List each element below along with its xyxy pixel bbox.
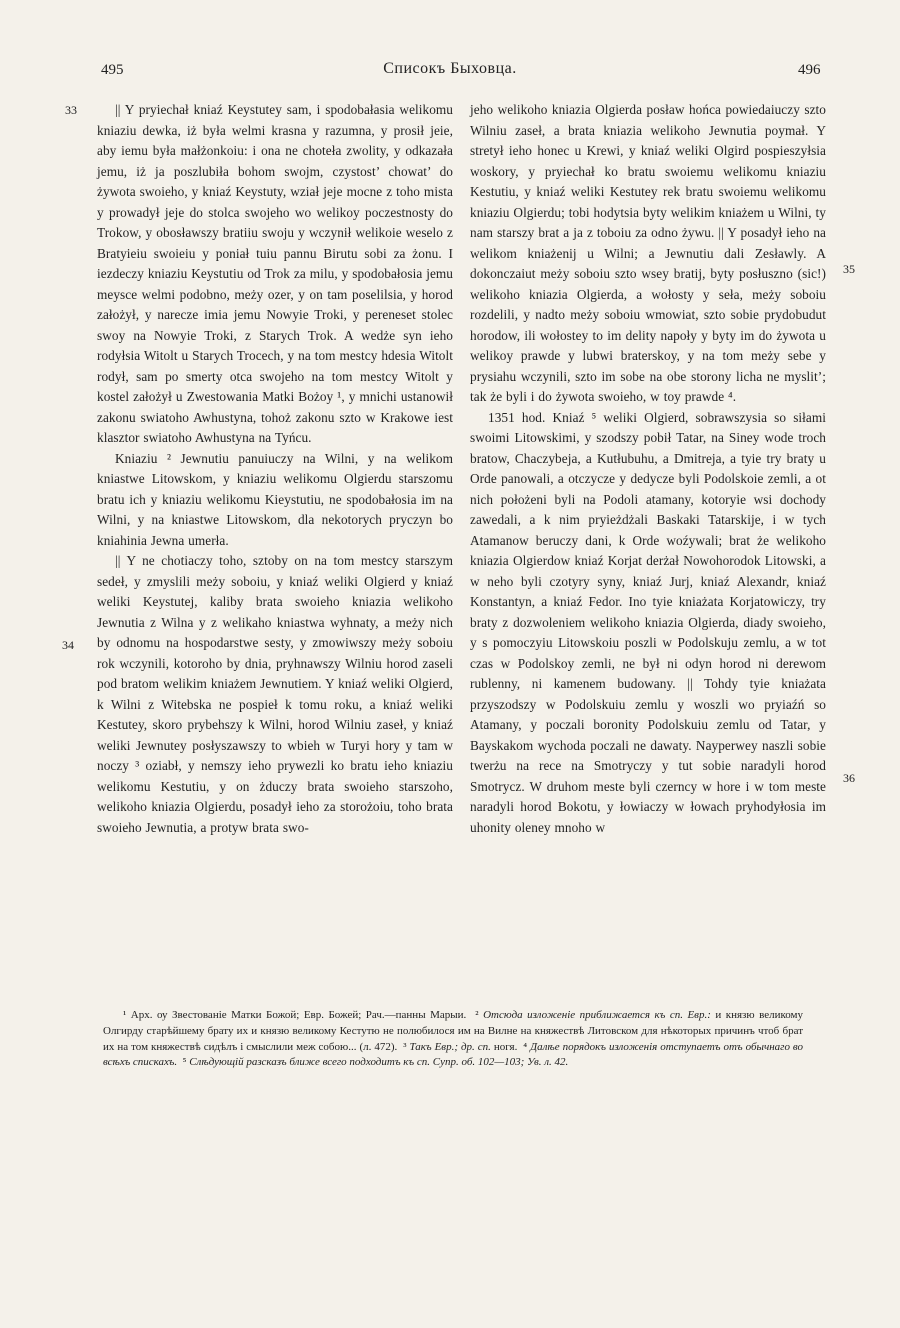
footnote-5-number: ⁵ <box>182 1056 187 1069</box>
paragraph: 1351 hod. Kniaź ⁵ weliki Olgierd, sobrawszysia so siłami swoimi Litowskimi, y szodszy pobił Tatar, na Siney wode troch bratow, Chaczybeja, a Kutłubuhu, a Dmitreja, a tyie try braty u Orde panowali, a otczycze y dedycze byli Podolskoie zemli, a ot nich położeni byli na Podoli atamany, kotoryie wsi dochody zawedali, a k nim pryieżdżali Baskaki Tatarskije, i w tych Atamanow beruczy dani, k Orde woźywali; brat że welikoho kniazia Olgierdow kniaź Korjat derżał Nowohorodok Litowski, a w neho byli czotyry syny, kniaź Jurj, kniaź Alexandr, kniaź Konstantyn, a kniaź Fedor. Ino tyie kniażata Korjatowiczy, try braty z dozwoleniem welikoho kniazia Olgierda, diady swoieho, y s pomoczyiu Litowskoiu poszli w Podolskuju zemlu, a w tot czas w Podolskoy zemli, ne był ni odyn horod ni derewom rublenny, ni kamenem budowany. || Tohdy tyie kniażata przyszodszy w Podolskuiu zemlu y woszli wo pryiaźń so Atamany, y poczali boronity Podolskuiu zemlu od Tatar, y Bayskakom wychoda poczali ne dawaty. Nayperwey naszli sobie twerżu na rece na Smotryczy y tut sobie naradyli horod Smotrycz. W druhom meste byli czerncy w hore i w tom meste naradyli horod Bokotu, y łowiaczy w łowach pryhodyłosia im uhonity oleney mnoho w <box>470 409 826 835</box>
footnote-4-number: ⁴ <box>523 1040 528 1053</box>
footnote-3-text: ногя. <box>493 1040 518 1053</box>
margin-number-34: 34 <box>62 638 74 652</box>
page-number-left: 495 <box>101 62 124 78</box>
footnotes <box>103 1008 803 1071</box>
footnote-2-italic: Отсюда изложеніе приближается къ сп. Евр.: <box>483 1009 711 1021</box>
page-number-right: 496 <box>798 62 821 78</box>
margin-number-36: 36 <box>843 771 855 785</box>
paragraph: || Y pryiechał kniaź Keystutey sam, i spodobałasia welikomu kniaziu dewka, iż była welmi krasna y razumna, y prosił jeie, aby iemu była małżonkoiu: i ona ne choteła zwolity, y odkazała jemu, iż ja poszlubiła bohom swojm, czystost’ chowat’ do żywota swoieho, y kniaź Keystuty, wział jeje mocne z toho mista y prowadył jeje do stolca swojeho wo welikoy poczestnosty do Trokow, y obosławszy bratiiu swoju y wczynił welikoie weselo z Bratyieiu swoieiu y poniał tuiu pannu Birutu sobi za żonu. I iezdeczy kniaziu Keystutiu od Trok za milu, y spodobałosia jemu meysce welmi podobno, meży ozer, y on tam poselilsia, y horod założył, y narecze imia jemu Nowyie Troki, y pereneset stolec swoy na Nowyie Troki, z Starych Trok. A wedże syn ieho rodyłsia Witolt u Starych Trocech, y na tom mestcy hdesia Witolt rodył, sam po smerty otca swojeho na tom mestcy Witolt y kostel założył u Zwestowania Matki Bożoy ¹, y mnichi ustanowił zakonu swiatoho Awhustyna, tohoż zakonu szto w Krakowe iest klasztor swiatoho Awhustyna na Tyńcu. <box>97 102 453 445</box>
paragraph: Kniaziu ² Jewnutiu panuiuczy na Wilni, y na welikom kniastwe Litowskom, y kniaziu welikomu Olgierdu starszomu bratu ich y kniaziu welikomu Kieystutiu, ne spodobałosia im na Wilni, y na kniastwe Litowskom, dla nekotorych pryczyn bo kniahinia Jewna umerła. <box>97 450 453 548</box>
margin-number-35: 35 <box>843 262 855 276</box>
paragraph: || Y ne chotiaczy toho, sztoby on na tom mestcy starszym sedeł, y zmyslili meży soboiu, y kniaź weliki Olgierd y kniaź weliki Keystutej, kaliby brata swoieho kniazia welikoho Jewnutia z Wilna y z welikaho kniastwa wyhnaty, a meży nich by odnomu na hospodarstwe sesty, y zmowiwszy meży soboiu rok wczynili, kotoroho by dnia, pryhnawszy Wilniu horod zaseli pod bratom welikim kniażem Jewnutiem. Y kniaź weliki Olgierd, k Wilni z Witebska ne pospieł k tomu roku, a kniaź weliki Kestutey, skoro prybehszy k Wilni, horod Wilniu zaseł, y kniaź weliki Jewnutey posłyszawszy to wbieh w Turyi hory y tam w noczy ³ oziabł, y nemszy ieho prywezli ko bratu ieho kniaziu welikomu Kestutiu, y on żduczy brata swoieho starszoho, welikoho kniazia Olgierdu, posadył ieho za storożoiu, toho brata swoieho Jewnutia, a protyw brata swo- <box>97 553 453 835</box>
footnote-2-number: ² <box>475 1009 479 1021</box>
margin-number-33: 33 <box>65 103 77 117</box>
footnote-2-text: и князю великому Олгирду старѣйшему брату их и князю великому Кестутю не полюбилося им на Вилне на княжествѣ Литовском для нѣкоторых причинъ чтоб брат их на том княжествѣ сидѣлъ і смыслили меж собою... (л. 472). <box>103 1009 804 1053</box>
running-title: Списокъ Быховца. <box>383 60 517 77</box>
footnote-3-italic: Такъ Евр.; др. сп. <box>409 1040 491 1053</box>
page-header <box>0 62 900 86</box>
footnote-4-italic: Далѣе порядокъ изложенія отступаетъ отъ обычнаго во всѣхъ спискахъ. <box>103 1040 804 1069</box>
footnote-block <box>103 1008 803 1071</box>
footnote-5-italic: Слѣдующій разсказъ ближе всего подходитъ къ сп. Супр. об. 102—103; Ув. л. 42. <box>189 1056 569 1069</box>
paragraph: jeho welikoho kniazia Olgierda posław hońca powiedaiuczy szto Wilniu zaseł, a brata kniazia welikoho Jewnutia poymał. Y stretył ieho honec u Krewi, y kniaź weliki Olgird pospieszyłsia woskory, y pryiechał ko bratu swoiemu welikomu kniaziu Kestutiu, y kniaź weliki Kestutey rek bratu swoiemu welikomu kniaziu Olgierdu; tobi hodytsia byty welikim kniażem u Wilni, ty nam starszy brat a ja z toboiu za odno żywu. || Y posadył ieho na welikom kniażenij u Wilni; a Jewnutiu dali Zesławly. A dokonczaiut meży soboiu szto wsey bratij, byty posłuszno (sic!) welikoho kniazia Olgierda, a wołosty y seła, meży soboiu rozdelili, y nadto meży soboiu wmowiat, szto sobie prydobudut horodow, ili wołostey to im delity napoły y byty im do żywota u welikoy prawde y lubwi braterskoy, y na tom meży sebe y prysiahu wczynili, szto im sobe na obe storony licha ne myslit’; tak że byli i do żywota swoieho, w toy prawde ⁴. <box>470 102 826 404</box>
right-column <box>470 100 826 838</box>
footnote-1: ¹ Арх. оу Звестованіе Матки Божой; Евр. Божей; Рач.—панны Марыи. <box>123 1009 467 1021</box>
footnote-3-number: ³ <box>403 1040 407 1053</box>
left-column <box>97 100 453 838</box>
